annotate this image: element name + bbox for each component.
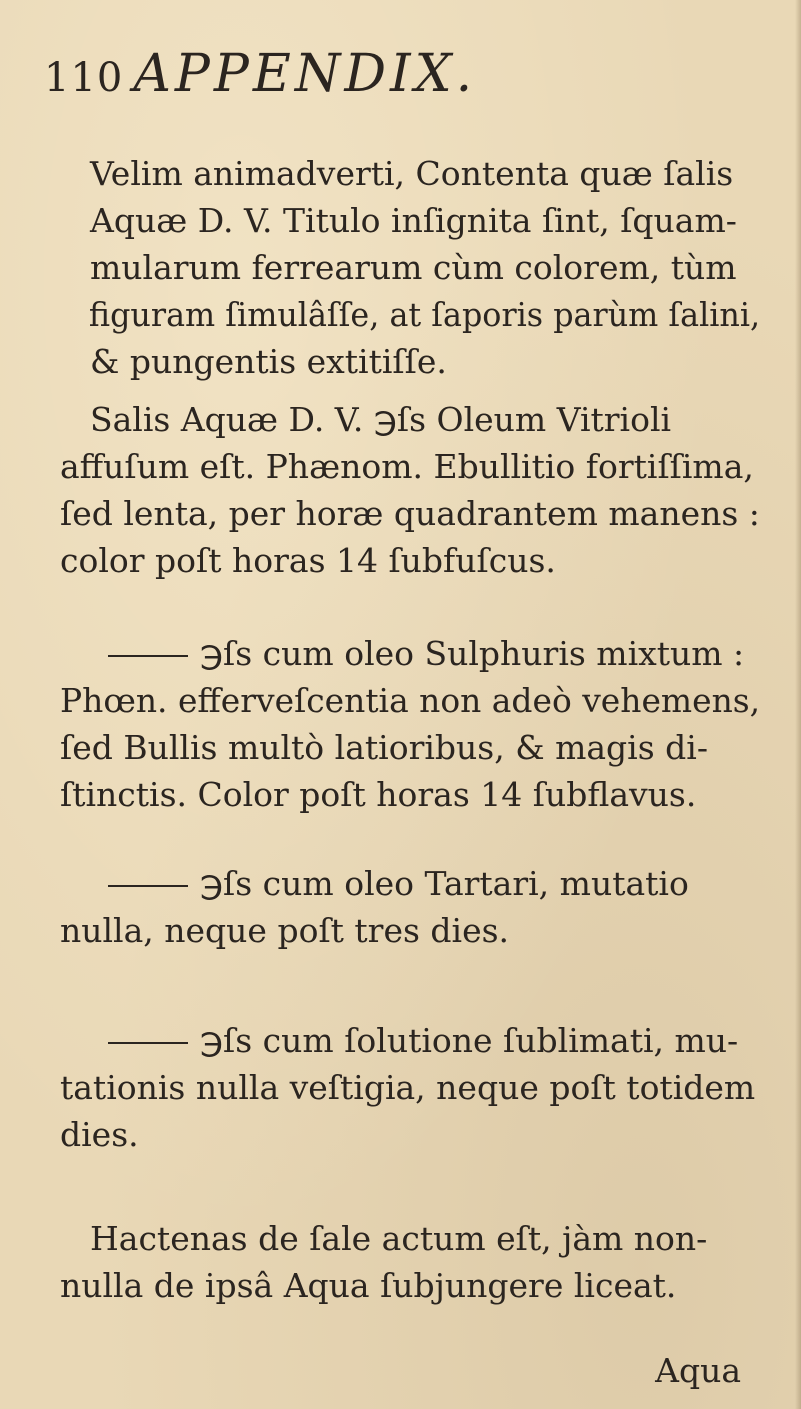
ditto-dash (108, 655, 188, 657)
paragraph-6 (60, 1215, 760, 1309)
text-line: figuram ſimulâſſe, at ſaporis parùm ſalini, (88, 295, 761, 334)
text-line: Phœn. efferveſcentia non adeò vehemens, (60, 681, 761, 720)
text-line: affuſum eſt. Phænom. Ebullitio fortiſſima, (60, 447, 754, 486)
ditto-dash (108, 1042, 188, 1044)
page-number: 110 (44, 55, 124, 101)
ditto-dash (108, 885, 188, 887)
text-line: Hactenas de ſale actum eſt, jàm non- (90, 1219, 708, 1258)
text-line (60, 1017, 760, 1064)
paragraph-4 (60, 860, 760, 954)
running-header (44, 44, 476, 108)
text-line: ſed lenta, per horæ quadrantem manens : (60, 494, 760, 533)
text-line: tationis nulla veſtigia, neque poſt totidem (60, 1068, 756, 1107)
text-line: mularum ferrearum cùm colorem, tùm (90, 248, 737, 287)
text-line: ſtinctis. Color poſt horas 14 ſubflavus. (60, 775, 697, 814)
paragraph-1 (60, 150, 760, 385)
catchword: Aqua (655, 1351, 741, 1390)
text-line: color poſt horas 14 ſubfuſcus. (60, 541, 556, 580)
text-line: nulla de ipsâ Aqua ſubjungere liceat. (60, 1266, 677, 1305)
page-edge-shadow (795, 0, 801, 1409)
text-line: nulla, neque poſt tres dies. (60, 911, 510, 950)
text-line (60, 860, 760, 907)
text-line: ſed Bullis multò latioribus, & magis di- (60, 728, 708, 767)
paragraph-2 (60, 396, 760, 584)
text-line-content: ℈ſs cum oleo Sulphuris mixtum : (200, 634, 745, 673)
text-line: & pungentis extitiſſe. (90, 342, 447, 381)
text-line-content: ℈ſs cum oleo Tartari, mutatio (200, 864, 689, 903)
paragraph-3 (60, 630, 760, 818)
text-line (60, 630, 760, 677)
text-line-content: ℈ſs cum ſolutione ſublimati, mu- (200, 1021, 739, 1060)
text-line: dies. (60, 1115, 139, 1154)
paragraph-5 (60, 1017, 760, 1158)
text-line: Salis Aquæ D. V. ℈ſs Oleum Vitrioli (90, 400, 672, 439)
text-line: Aquæ D. V. Titulo inſignita ſint, ſquam- (90, 201, 737, 240)
running-title: APPENDIX. (133, 44, 477, 104)
text-line: Velim animadverti, Contenta quæ ſalis (90, 154, 734, 193)
